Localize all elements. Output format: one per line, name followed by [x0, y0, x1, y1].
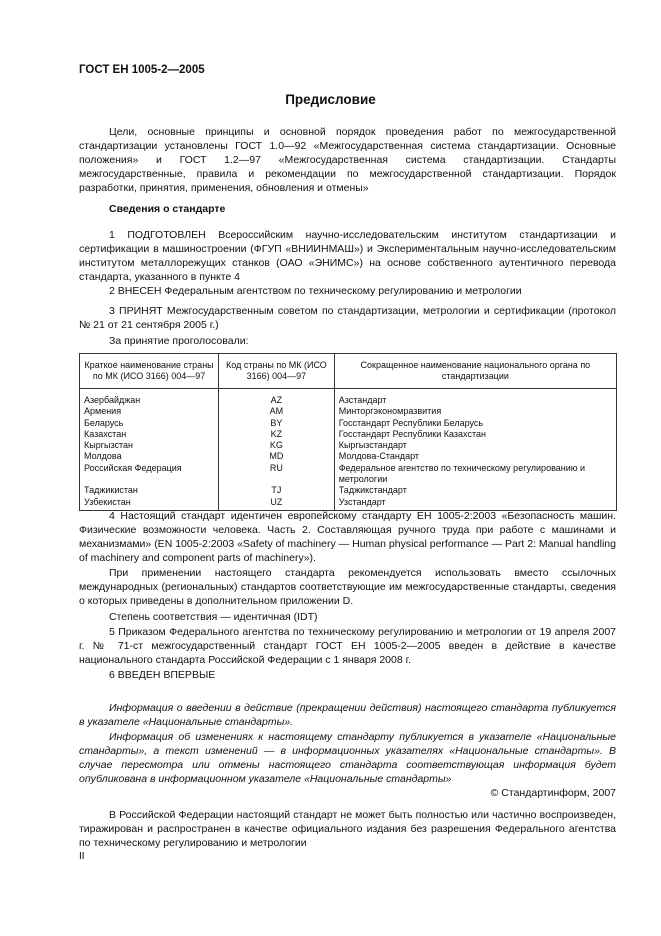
page-number: II — [79, 851, 85, 862]
item-prepared: 1 ПОДГОТОВЛЕН Всероссийским научно-исследовательским институтом стандартизации и сертификации в машиностроении (ФГУП «ВНИИНМАШ») и Экспериментальным научно-исследовательским институтом металлорежущих станков (ОАО «ЭНИМС») на основе собственного аутентичного перевода стандарта, указанного в пункте 4 — [79, 229, 616, 283]
country-cell: Азербайджан — [80, 389, 219, 407]
code-cell: KZ — [219, 429, 335, 440]
intro-paragraph: Цели, основные принципы и основной порядок проведения работ по межгосударственной стандартизации установлены ГОСТ 1.0—92 «Межгосударственная система стандартизации. Основные положения» и ГОСТ 1.2—97 «Межгосударственная система стандартизации. Стандарты межгосударственные, правила и рекомендации по межгосударственной стандартизации. Порядок разработки, принятия, применения, обновления и отмены» — [79, 126, 616, 194]
table-row — [80, 440, 617, 451]
item-order: 5 Приказом Федерального агентства по техническому регулированию и метрологии от 19 апреля 2007 г. № 71-ст межгосударственный стандарт ГОСТ ЕН 1005-2—2005 введен в действие в качестве национального стандарта Российской Федерации с 1 января 2008 г. — [79, 626, 616, 666]
header-code: Код страны по МК (ИСО 3166) 004—97 — [219, 354, 335, 389]
body-cell: Молдова-Стандарт — [334, 451, 616, 462]
header-country: Краткое наименование страны по МК (ИСО 3166) 004—97 — [80, 354, 219, 389]
table-row — [80, 463, 617, 486]
table-row — [80, 485, 617, 496]
recommend-paragraph: При применении настоящего стандарта рекомендуется использовать вместо ссылочных международных (региональных) стандартов соответствующие им межгосударственные стандарты, сведения о которых приведены в дополнительном приложении D. — [79, 567, 616, 607]
notice-paragraph-2: Информация об изменениях к настоящему стандарту публикуется в указателе «Национальные стандарты», а текст изменений — в информационных указателях «Национальные стандарты». В случае пересмотра или отмены настоящего стандарта соответствующая информация будет опубликована в информационном указателе «Национальные стандарты» — [79, 731, 616, 785]
member-states-table — [79, 353, 617, 511]
body-cell: Минторгэкономразвития — [334, 406, 616, 417]
body-cell: Федеральное агентство по техническому регулированию и метрологии — [334, 463, 616, 486]
item-identical: 4 Настоящий стандарт идентичен европейскому стандарту ЕН 1005-2:2003 «Безопасность машин. Физические возможности человека. Часть 2. Составляющая ручного труда при работе с машинами и механизмами» (EN 1005-2:2003 «Safety of machinery — Human physical performance — Part 2: Manual handling of machinery and component parts of machinery»). — [79, 510, 616, 564]
body-cell: Таджикстандарт — [334, 485, 616, 496]
code-cell: UZ — [219, 497, 335, 511]
section-heading: Сведения о стандарте — [109, 203, 226, 215]
copyright: © Стандартинформ, 2007 — [490, 787, 616, 799]
country-cell: Казахстан — [80, 429, 219, 440]
table-row — [80, 418, 617, 429]
item-introduced: 2 ВНЕСЕН Федеральным агентством по техническому регулированию и метрологии — [109, 285, 522, 297]
body-cell: Госстандарт Республики Беларусь — [334, 418, 616, 429]
notice-paragraph-1: Информация о введении в действие (прекращении действия) настоящего стандарта публикуется в указателе «Национальные стандарты». — [79, 702, 616, 728]
table-row — [80, 451, 617, 462]
code-cell: RU — [219, 463, 335, 486]
body-cell: Азстандарт — [334, 389, 616, 407]
country-cell: Молдова — [80, 451, 219, 462]
code-cell: MD — [219, 451, 335, 462]
legal-paragraph: В Российской Федерации настоящий стандарт не может быть полностью или частично воспроизведен, тиражирован и распространен в качестве официального издания без разрешения Федерального агентства по техническому регулированию и метрологии — [79, 809, 616, 849]
item-first: 6 ВВЕДЕН ВПЕРВЫЕ — [109, 669, 216, 681]
page-title: Предисловие — [285, 92, 376, 107]
table-header-row — [80, 354, 617, 389]
body-cell: Госстандарт Республики Казахстан — [334, 429, 616, 440]
table-row — [80, 429, 617, 440]
degree-paragraph: Степень соответствия — идентичная (IDT) — [109, 611, 318, 623]
code-cell: KG — [219, 440, 335, 451]
voted-label: За принятие проголосовали: — [109, 335, 249, 347]
table-row — [80, 406, 617, 417]
country-cell: Таджикистан — [80, 485, 219, 496]
country-cell: Кыргызстан — [80, 440, 219, 451]
country-cell: Узбекистан — [80, 497, 219, 511]
code-cell: TJ — [219, 485, 335, 496]
item-adopted: 3 ПРИНЯТ Межгосударственным советом по стандартизации, метрологии и сертификации (протокол № 21 от 21 сентября 2005 г.) — [79, 305, 616, 331]
table-row — [80, 389, 617, 407]
country-cell: Российская Федерация — [80, 463, 219, 486]
country-cell: Армения — [80, 406, 219, 417]
header-body: Сокращенное наименование национального органа по стандартизации — [334, 354, 616, 389]
body-cell: Кыргызстандарт — [334, 440, 616, 451]
document-code: ГОСТ ЕН 1005-2—2005 — [79, 64, 205, 76]
country-cell: Беларусь — [80, 418, 219, 429]
code-cell: BY — [219, 418, 335, 429]
code-cell: AM — [219, 406, 335, 417]
body-cell: Узстандарт — [334, 497, 616, 511]
code-cell: AZ — [219, 389, 335, 407]
